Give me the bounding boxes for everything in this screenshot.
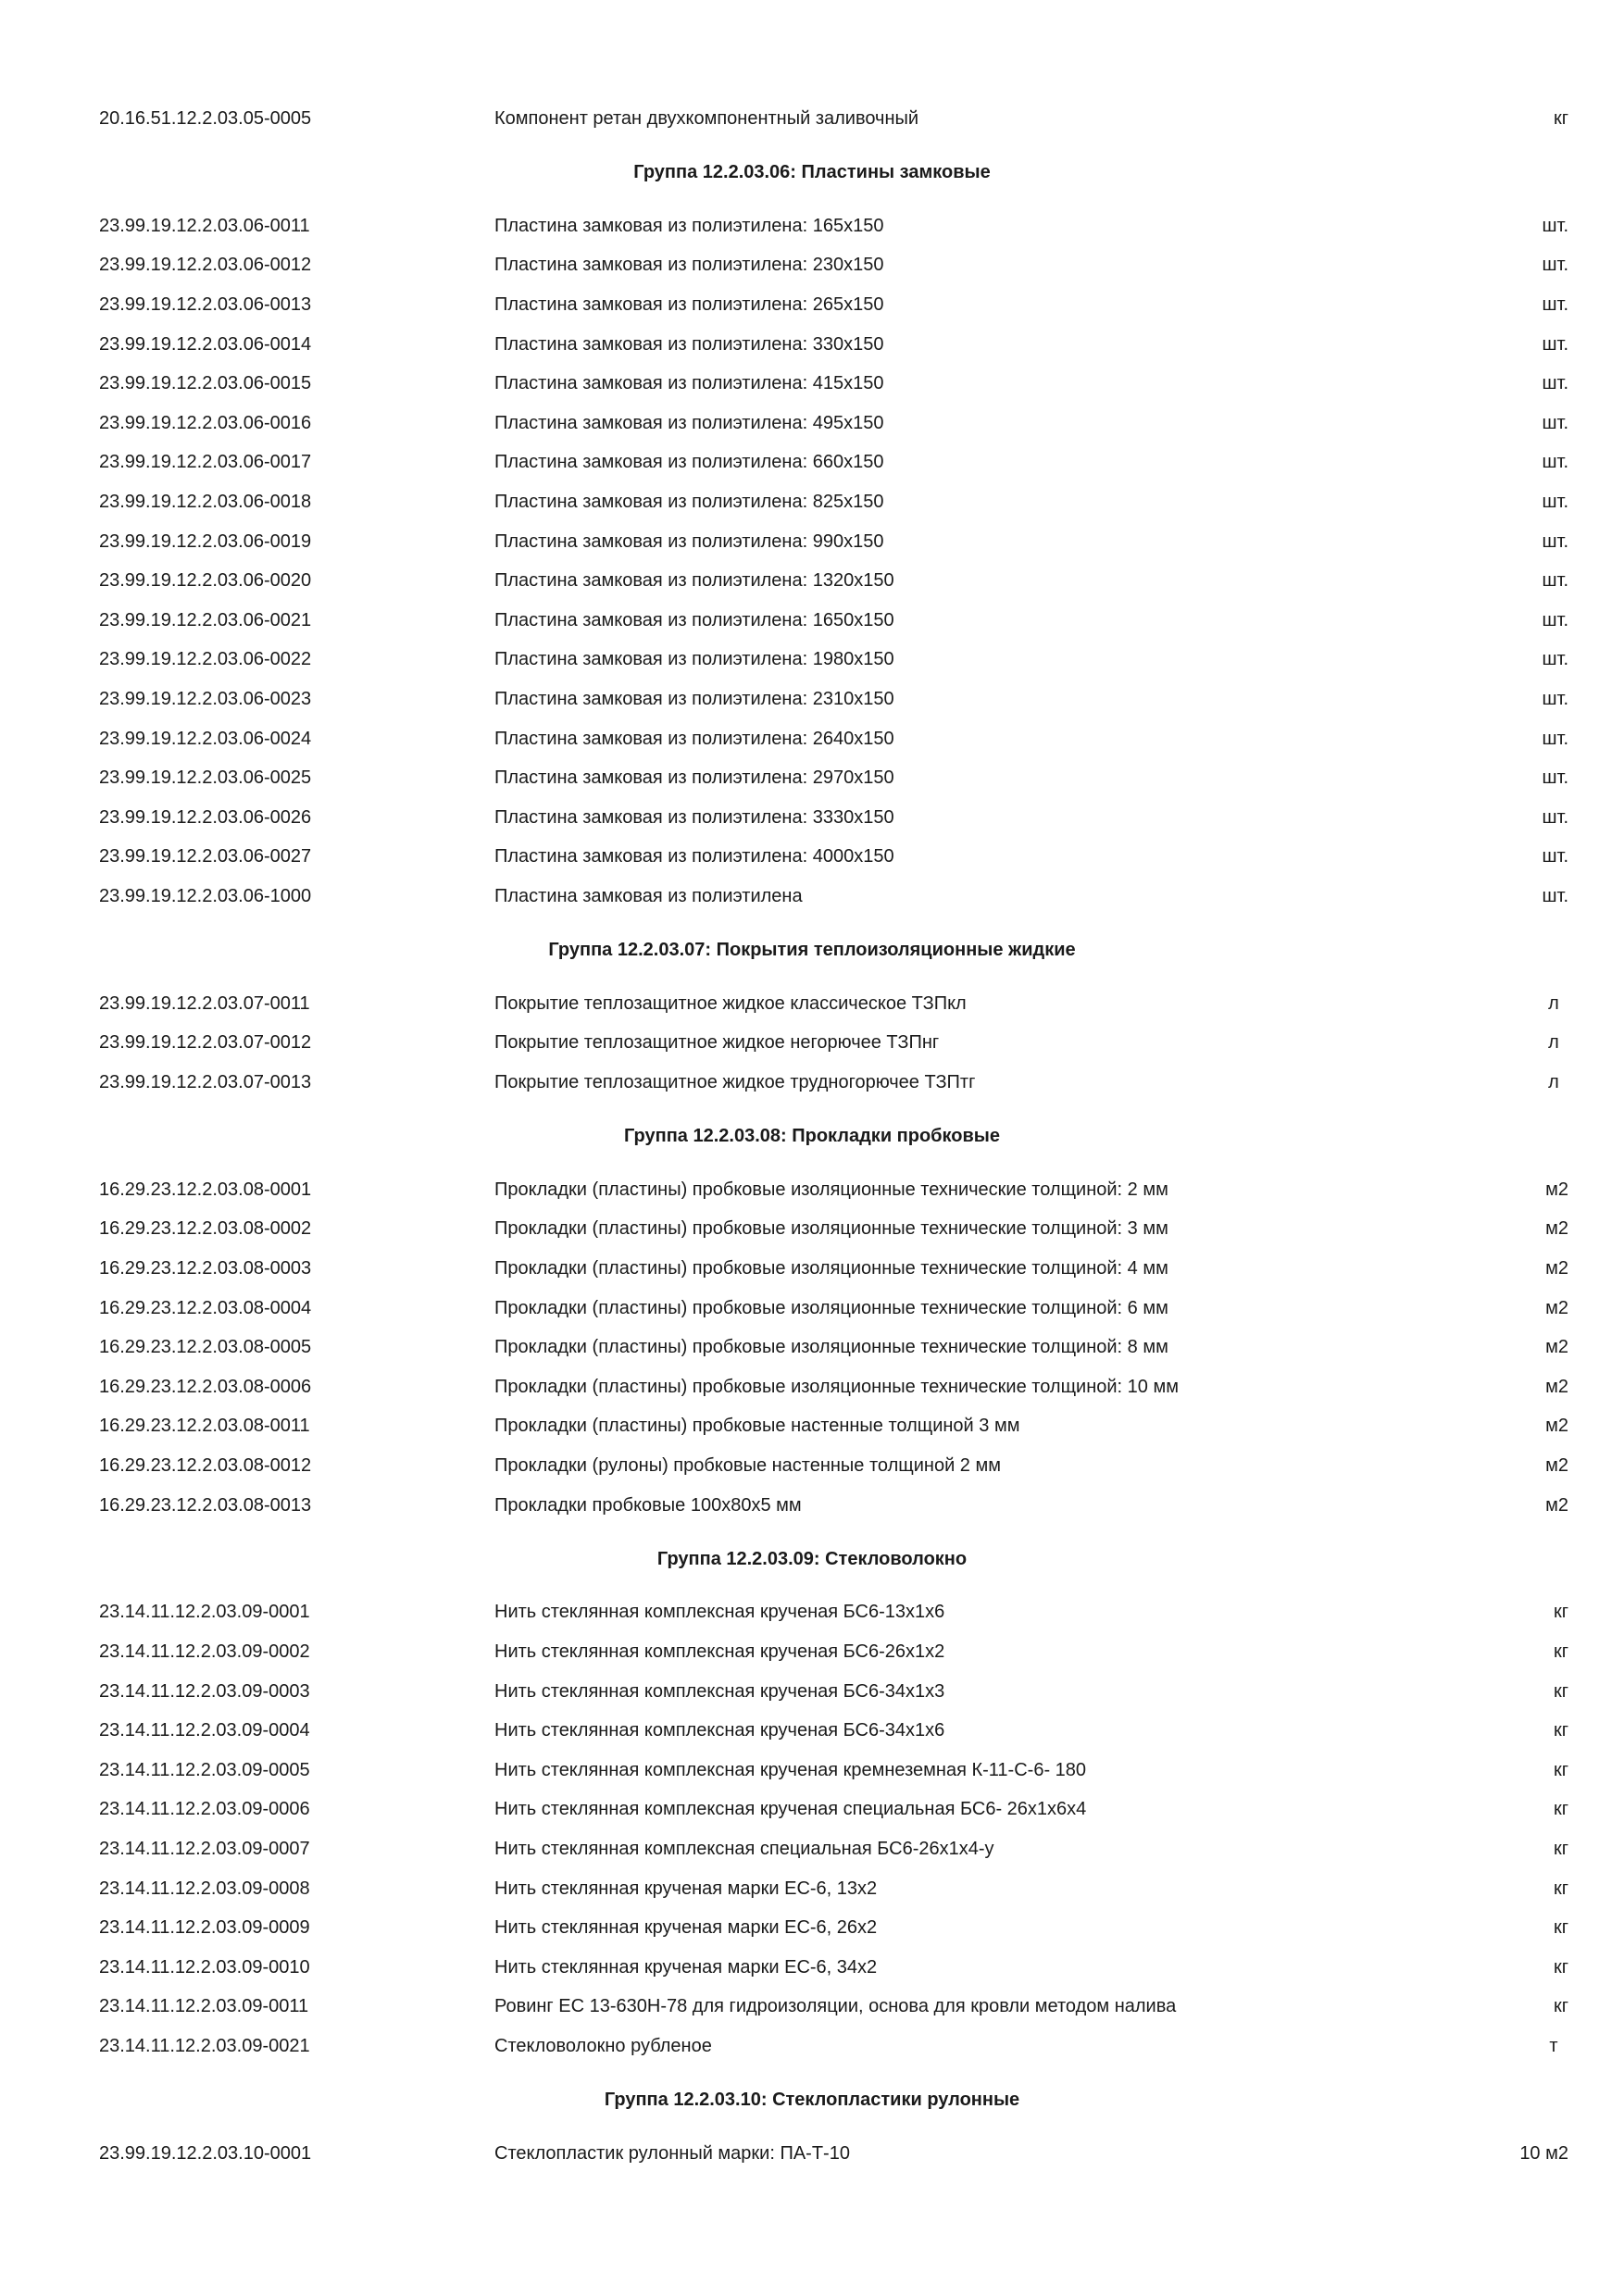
table-row xyxy=(0,764,1624,792)
item-code: 23.99.19.12.2.03.07-0013 xyxy=(99,1072,312,1092)
table-row xyxy=(0,105,1624,132)
item-code: 23.99.19.12.2.03.06-0018 xyxy=(99,492,312,512)
table-row xyxy=(0,212,1624,240)
item-unit: кг xyxy=(1553,1878,1568,1899)
item-code: 23.14.11.12.2.03.09-0005 xyxy=(99,1759,310,1780)
item-name: Стеклопластик рулонный марки: ПА-Т-10 xyxy=(494,2142,850,2164)
item-code: 23.99.19.12.2.03.06-0012 xyxy=(99,255,312,276)
table-row xyxy=(0,1452,1624,1479)
item-name: Пластина замковая из полиэтилена: 4000х150 xyxy=(494,846,894,867)
item-code: 23.14.11.12.2.03.09-0002 xyxy=(99,1641,310,1662)
item-name: Прокладки (пластины) пробковые изоляционные технические толщиной: 3 мм xyxy=(494,1218,1168,1240)
table-row xyxy=(0,842,1624,870)
group-header: Группа 12.2.03.07: Покрытия теплоизоляционные жидкие xyxy=(548,939,1076,960)
item-code: 23.14.11.12.2.03.09-0021 xyxy=(99,2036,310,2056)
table-row xyxy=(0,606,1624,634)
item-unit: 10 м2 xyxy=(1519,2142,1568,2164)
table-row xyxy=(0,1598,1624,1626)
item-unit: м2 xyxy=(1545,1376,1568,1397)
item-code: 16.29.23.12.2.03.08-0004 xyxy=(99,1297,312,1318)
table-row xyxy=(0,1215,1624,1242)
item-code: 23.14.11.12.2.03.09-0006 xyxy=(99,1799,310,1820)
group-header: Группа 12.2.03.08: Прокладки пробковые xyxy=(623,1125,1000,1146)
table-row xyxy=(0,2140,1624,2167)
item-unit: шт. xyxy=(1542,689,1568,709)
item-unit: шт. xyxy=(1542,373,1568,394)
item-unit: шт. xyxy=(1542,846,1568,867)
table-row xyxy=(0,331,1624,358)
item-name: Нить стеклянная комплексная крученая БС6-34х1х6 xyxy=(494,1720,945,1741)
item-code: 16.29.23.12.2.03.08-0013 xyxy=(99,1494,312,1516)
item-name: Нить стеклянная комплексная крученая специальная БС6- 26х1х6х4 xyxy=(494,1799,1087,1820)
item-name: Пластина замковая из полиэтилена: 2310х150 xyxy=(494,689,894,709)
item-name: Пластина замковая из полиэтилена: 660х150 xyxy=(494,452,884,473)
item-code: 16.29.23.12.2.03.08-0001 xyxy=(99,1179,312,1200)
table-row xyxy=(0,804,1624,831)
item-code: 23.99.19.12.2.03.06-0017 xyxy=(99,452,312,473)
table-row xyxy=(0,1835,1624,1863)
item-name: Нить стеклянная крученая марки ЕС-6, 34х2 xyxy=(494,1956,878,1978)
table-row xyxy=(0,1678,1624,1705)
table-row xyxy=(0,725,1624,753)
table-row xyxy=(0,291,1624,318)
item-unit: кг xyxy=(1553,108,1568,129)
item-code: 23.99.19.12.2.03.10-0001 xyxy=(99,2142,312,2164)
item-unit: шт. xyxy=(1542,609,1568,630)
item-name: Нить стеклянная комплексная крученая кремнеземная К-11-С-6- 180 xyxy=(494,1759,1087,1780)
item-name: Нить стеклянная крученая марки ЕС-6, 26х2 xyxy=(494,1917,878,1939)
table-row xyxy=(0,1333,1624,1361)
item-code: 23.99.19.12.2.03.07-0011 xyxy=(99,992,310,1014)
item-name: Пластина замковая из полиэтилена: 415х150 xyxy=(494,373,884,394)
table-row xyxy=(0,2032,1624,2060)
item-name: Стекловолокно рубленое xyxy=(494,2036,712,2056)
item-unit: м2 xyxy=(1545,1416,1568,1437)
item-name: Пластина замковая из полиэтилена xyxy=(494,886,803,906)
item-code: 23.99.19.12.2.03.06-0027 xyxy=(99,846,312,867)
item-name: Пластина замковая из полиэтилена: 2970х150 xyxy=(494,767,894,789)
item-unit: шт. xyxy=(1542,215,1568,236)
item-unit: кг xyxy=(1553,1680,1568,1702)
item-unit: м2 xyxy=(1545,1218,1568,1240)
item-code: 23.99.19.12.2.03.06-0011 xyxy=(99,215,310,236)
table-row xyxy=(0,1068,1624,1096)
item-code: 23.14.11.12.2.03.09-0009 xyxy=(99,1917,310,1939)
item-code: 16.29.23.12.2.03.08-0011 xyxy=(99,1416,310,1437)
item-code: 16.29.23.12.2.03.08-0012 xyxy=(99,1455,312,1476)
item-code: 23.99.19.12.2.03.06-0016 xyxy=(99,412,312,433)
item-name: Нить стеклянная комплексная крученая БС6-34х1х3 xyxy=(494,1680,945,1702)
item-code: 23.14.11.12.2.03.09-0001 xyxy=(99,1602,310,1623)
item-name: Пластина замковая из полиэтилена: 1980х150 xyxy=(494,649,894,670)
item-name: Прокладки (рулоны) пробковые настенные толщиной 2 мм xyxy=(494,1455,1001,1476)
item-code: 23.99.19.12.2.03.06-0013 xyxy=(99,294,312,315)
item-name: Пластина замковая из полиэтилена: 265х150 xyxy=(494,294,884,315)
item-unit: шт. xyxy=(1542,333,1568,355)
group-header: Группа 12.2.03.09: Стекловолокно xyxy=(656,1548,968,1569)
item-code: 23.14.11.12.2.03.09-0010 xyxy=(99,1956,310,1978)
item-code: 23.99.19.12.2.03.06-0021 xyxy=(99,609,312,630)
item-unit: шт. xyxy=(1542,294,1568,315)
item-unit: кг xyxy=(1553,1759,1568,1780)
table-row xyxy=(0,645,1624,673)
item-unit: шт. xyxy=(1542,806,1568,828)
item-unit: шт. xyxy=(1542,452,1568,473)
item-unit: кг xyxy=(1553,1799,1568,1820)
item-code: 23.99.19.12.2.03.06-0023 xyxy=(99,689,312,709)
item-code: 16.29.23.12.2.03.08-0002 xyxy=(99,1218,312,1240)
item-code: 16.29.23.12.2.03.08-0005 xyxy=(99,1337,312,1358)
item-unit: т xyxy=(1549,2036,1558,2056)
table-row xyxy=(0,409,1624,437)
item-unit: шт. xyxy=(1542,492,1568,512)
item-unit: м2 xyxy=(1545,1337,1568,1358)
table-row xyxy=(0,1294,1624,1322)
item-code: 16.29.23.12.2.03.08-0006 xyxy=(99,1376,312,1397)
item-unit: м2 xyxy=(1545,1494,1568,1516)
item-code: 23.99.19.12.2.03.06-0019 xyxy=(99,530,312,552)
table-row xyxy=(0,1875,1624,1903)
item-name: Пластина замковая из полиэтилена: 1650х150 xyxy=(494,609,894,630)
item-unit: м2 xyxy=(1545,1297,1568,1318)
item-name: Нить стеклянная комплексная крученая БС6-26х1х2 xyxy=(494,1641,945,1662)
item-name: Пластина замковая из полиэтилена: 2640х150 xyxy=(494,728,894,749)
item-name: Пластина замковая из полиэтилена: 1320х150 xyxy=(494,570,894,592)
item-name: Прокладки (пластины) пробковые изоляционные технические толщиной: 10 мм xyxy=(494,1376,1179,1397)
table-row xyxy=(0,1412,1624,1440)
item-unit: л xyxy=(1548,1032,1559,1054)
item-unit: шт. xyxy=(1542,886,1568,906)
item-code: 23.14.11.12.2.03.09-0004 xyxy=(99,1720,310,1741)
item-code: 23.99.19.12.2.03.06-0015 xyxy=(99,373,312,394)
item-unit: кг xyxy=(1553,1641,1568,1662)
item-code: 23.14.11.12.2.03.09-0003 xyxy=(99,1680,310,1702)
table-row xyxy=(0,448,1624,476)
table-row xyxy=(0,1491,1624,1519)
group-header: Группа 12.2.03.10: Стеклопластики рулонные xyxy=(604,2089,1020,2110)
item-name: Пластина замковая из полиэтилена: 825х150 xyxy=(494,492,884,512)
item-name: Прокладки (пластины) пробковые изоляционные технические толщиной: 8 мм xyxy=(494,1337,1168,1358)
item-name: Прокладки (пластины) пробковые изоляционные технические толщиной: 6 мм xyxy=(494,1297,1168,1318)
group-header: Группа 12.2.03.06: Пластины замковые xyxy=(633,161,991,182)
item-unit: л xyxy=(1548,992,1559,1014)
item-unit: м2 xyxy=(1545,1179,1568,1200)
item-name: Пластина замковая из полиэтилена: 230х150 xyxy=(494,255,884,276)
table-row xyxy=(0,1756,1624,1784)
table-row xyxy=(0,1716,1624,1744)
table-row xyxy=(0,567,1624,594)
item-unit: кг xyxy=(1553,1996,1568,2017)
table-row xyxy=(0,1254,1624,1282)
item-code: 23.99.19.12.2.03.07-0012 xyxy=(99,1032,312,1054)
table-row xyxy=(0,1992,1624,2020)
item-code: 20.16.51.12.2.03.05-0005 xyxy=(99,108,312,129)
item-unit: шт. xyxy=(1542,255,1568,276)
table-row xyxy=(0,1795,1624,1823)
table-row xyxy=(0,882,1624,910)
item-unit: м2 xyxy=(1545,1455,1568,1476)
table-row xyxy=(0,251,1624,279)
table-row xyxy=(0,1176,1624,1204)
item-name: Прокладки пробковые 100х80х5 мм xyxy=(494,1494,802,1516)
table-row xyxy=(0,685,1624,713)
table-row xyxy=(0,990,1624,1017)
item-code: 23.99.19.12.2.03.06-0024 xyxy=(99,728,312,749)
item-name: Пластина замковая из полиэтилена: 330х150 xyxy=(494,333,884,355)
table-row xyxy=(0,1638,1624,1666)
table-row xyxy=(0,1914,1624,1941)
item-unit: шт. xyxy=(1542,767,1568,789)
item-name: Нить стеклянная комплексная специальная БС6-26х1х4-у xyxy=(494,1839,994,1859)
item-name: Покрытие теплозащитное жидкое классическое ТЗПкл xyxy=(494,992,967,1014)
item-name: Покрытие теплозащитное жидкое трудногорючее ТЗПтг xyxy=(494,1072,976,1092)
item-unit: кг xyxy=(1553,1602,1568,1623)
table-row xyxy=(0,1953,1624,1981)
item-unit: шт. xyxy=(1542,412,1568,433)
item-unit: кг xyxy=(1553,1720,1568,1741)
table-row xyxy=(0,528,1624,555)
item-code: 23.14.11.12.2.03.09-0008 xyxy=(99,1878,310,1899)
item-name: Прокладки (пластины) пробковые настенные толщиной 3 мм xyxy=(494,1416,1020,1437)
item-name: Пластина замковая из полиэтилена: 3330х150 xyxy=(494,806,894,828)
table-row xyxy=(0,1029,1624,1056)
item-code: 23.99.19.12.2.03.06-0026 xyxy=(99,806,312,828)
item-code: 23.99.19.12.2.03.06-0020 xyxy=(99,570,312,592)
item-name: Прокладки (пластины) пробковые изоляционные технические толщиной: 2 мм xyxy=(494,1179,1168,1200)
item-unit: кг xyxy=(1553,1839,1568,1859)
item-unit: кг xyxy=(1553,1956,1568,1978)
item-name: Нить стеклянная комплексная крученая БС6-13х1х6 xyxy=(494,1602,945,1623)
table-row xyxy=(0,488,1624,516)
item-unit: шт. xyxy=(1542,728,1568,749)
table-row xyxy=(0,369,1624,397)
item-name: Пластина замковая из полиэтилена: 990х150 xyxy=(494,530,884,552)
item-unit: л xyxy=(1548,1072,1559,1092)
item-code: 23.14.11.12.2.03.09-0007 xyxy=(99,1839,310,1859)
item-code: 23.99.19.12.2.03.06-0025 xyxy=(99,767,312,789)
item-code: 23.99.19.12.2.03.06-0022 xyxy=(99,649,312,670)
item-unit: шт. xyxy=(1542,570,1568,592)
item-name: Покрытие теплозащитное жидкое негорючее ТЗПнг xyxy=(494,1032,940,1054)
item-unit: шт. xyxy=(1542,649,1568,670)
item-name: Пластина замковая из полиэтилена: 495х150 xyxy=(494,412,884,433)
item-code: 23.99.19.12.2.03.06-1000 xyxy=(99,886,312,906)
item-unit: м2 xyxy=(1545,1258,1568,1279)
item-name: Ровинг ЕС 13-630Н-78 для гидроизоляции, основа для кровли методом налива xyxy=(494,1996,1177,2017)
item-name: Нить стеклянная крученая марки ЕС-6, 13х2 xyxy=(494,1878,878,1899)
item-unit: шт. xyxy=(1542,530,1568,552)
item-name: Компонент ретан двухкомпонентный заливочный xyxy=(494,108,919,129)
item-name: Пластина замковая из полиэтилена: 165х150 xyxy=(494,215,884,236)
item-code: 23.14.11.12.2.03.09-0011 xyxy=(99,1996,309,2017)
table-row xyxy=(0,1373,1624,1401)
item-code: 23.99.19.12.2.03.06-0014 xyxy=(99,333,312,355)
item-unit: кг xyxy=(1553,1917,1568,1939)
item-code: 16.29.23.12.2.03.08-0003 xyxy=(99,1258,312,1279)
item-name: Прокладки (пластины) пробковые изоляционные технические толщиной: 4 мм xyxy=(494,1258,1168,1279)
